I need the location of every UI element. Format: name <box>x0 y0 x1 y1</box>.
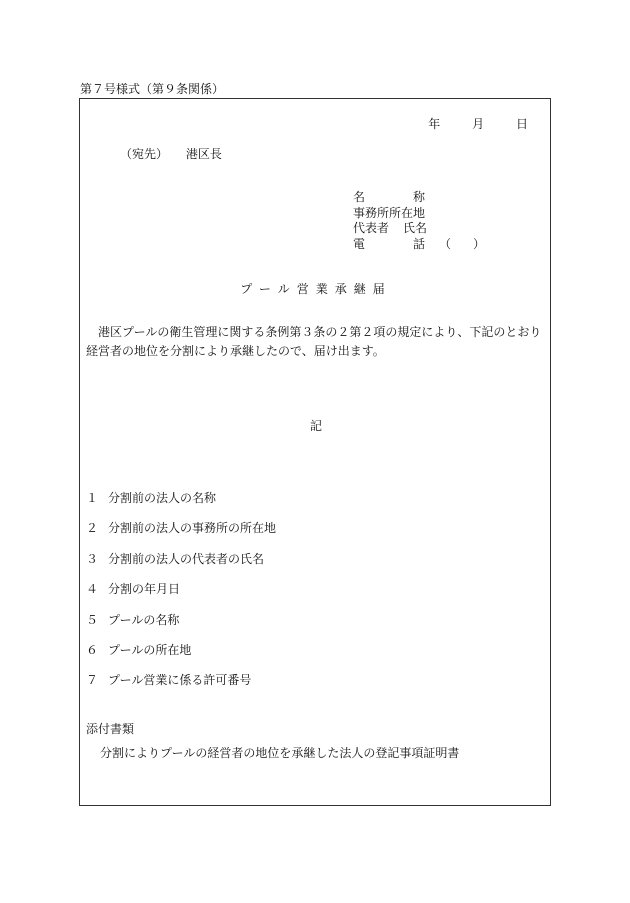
addressee-name: 港区長 <box>185 147 222 161</box>
applicant-block <box>353 190 485 252</box>
item-text: プールの名称 <box>108 612 180 627</box>
list-item <box>86 551 276 581</box>
list-item <box>86 642 276 672</box>
representative-label: 代表者 <box>353 221 390 235</box>
ki-heading: 記 <box>309 419 322 433</box>
office-address-label: 事務所所在地 <box>353 205 426 220</box>
item-number: ３ <box>86 551 99 566</box>
date-month-label: 月 <box>472 117 485 131</box>
list-item <box>86 490 276 520</box>
body-paragraph: 港区プールの衛生管理に関する条例第３条の２第２項の規定により、下記のとおり経営者の地位を分割により承継したので、届け出ます。 <box>86 325 542 358</box>
item-number: ５ <box>86 612 99 627</box>
list-item <box>86 520 276 550</box>
representative-name-label: 氏名 <box>403 221 428 235</box>
item-text: プール営業に係る許可番号 <box>108 673 252 688</box>
item-number: ４ <box>86 582 99 597</box>
addressee <box>120 145 222 162</box>
attachments-heading: 添付書類 <box>86 722 135 736</box>
list-item <box>86 581 276 611</box>
item-number: １ <box>86 491 99 505</box>
list-item <box>86 672 276 702</box>
item-list <box>86 490 276 703</box>
applicant-office-row <box>353 206 485 222</box>
phone-open-paren: （ <box>439 236 452 251</box>
item-text: 分割前の法人の名称 <box>108 491 217 505</box>
item-text: 分割前の法人の事務所の所在地 <box>108 521 277 536</box>
item-text: 分割前の法人の代表者の氏名 <box>108 551 265 566</box>
applicant-representative-row <box>353 221 485 237</box>
item-number: ２ <box>86 521 99 536</box>
date-day-label: 日 <box>515 117 528 131</box>
phone-close-paren: ） <box>473 236 486 251</box>
date-year-label: 年 <box>428 117 441 131</box>
document-title: プール営業承継届 <box>240 282 392 296</box>
attachments-text: 分割によりプールの経営者の地位を承継した法人の登記事項証明書 <box>100 746 460 760</box>
applicant-phone-row <box>353 237 485 253</box>
phone-label-part1: 電 <box>353 236 366 251</box>
item-number: ７ <box>86 673 99 688</box>
list-item <box>86 612 276 642</box>
phone-parentheses <box>439 237 485 253</box>
name-label-part1: 名 <box>353 190 366 204</box>
addressee-prefix: （宛先） <box>120 147 169 161</box>
item-number: ６ <box>86 642 99 657</box>
name-label-part2: 称 <box>412 190 425 204</box>
item-text: 分割の年月日 <box>108 582 181 597</box>
item-text: プールの所在地 <box>108 642 192 657</box>
form-number: 第７号様式（第９条関係） <box>80 82 225 96</box>
form-frame <box>79 98 551 806</box>
date-line <box>80 115 528 132</box>
phone-label-part2: 話 <box>412 236 425 251</box>
applicant-name-row <box>353 190 485 206</box>
